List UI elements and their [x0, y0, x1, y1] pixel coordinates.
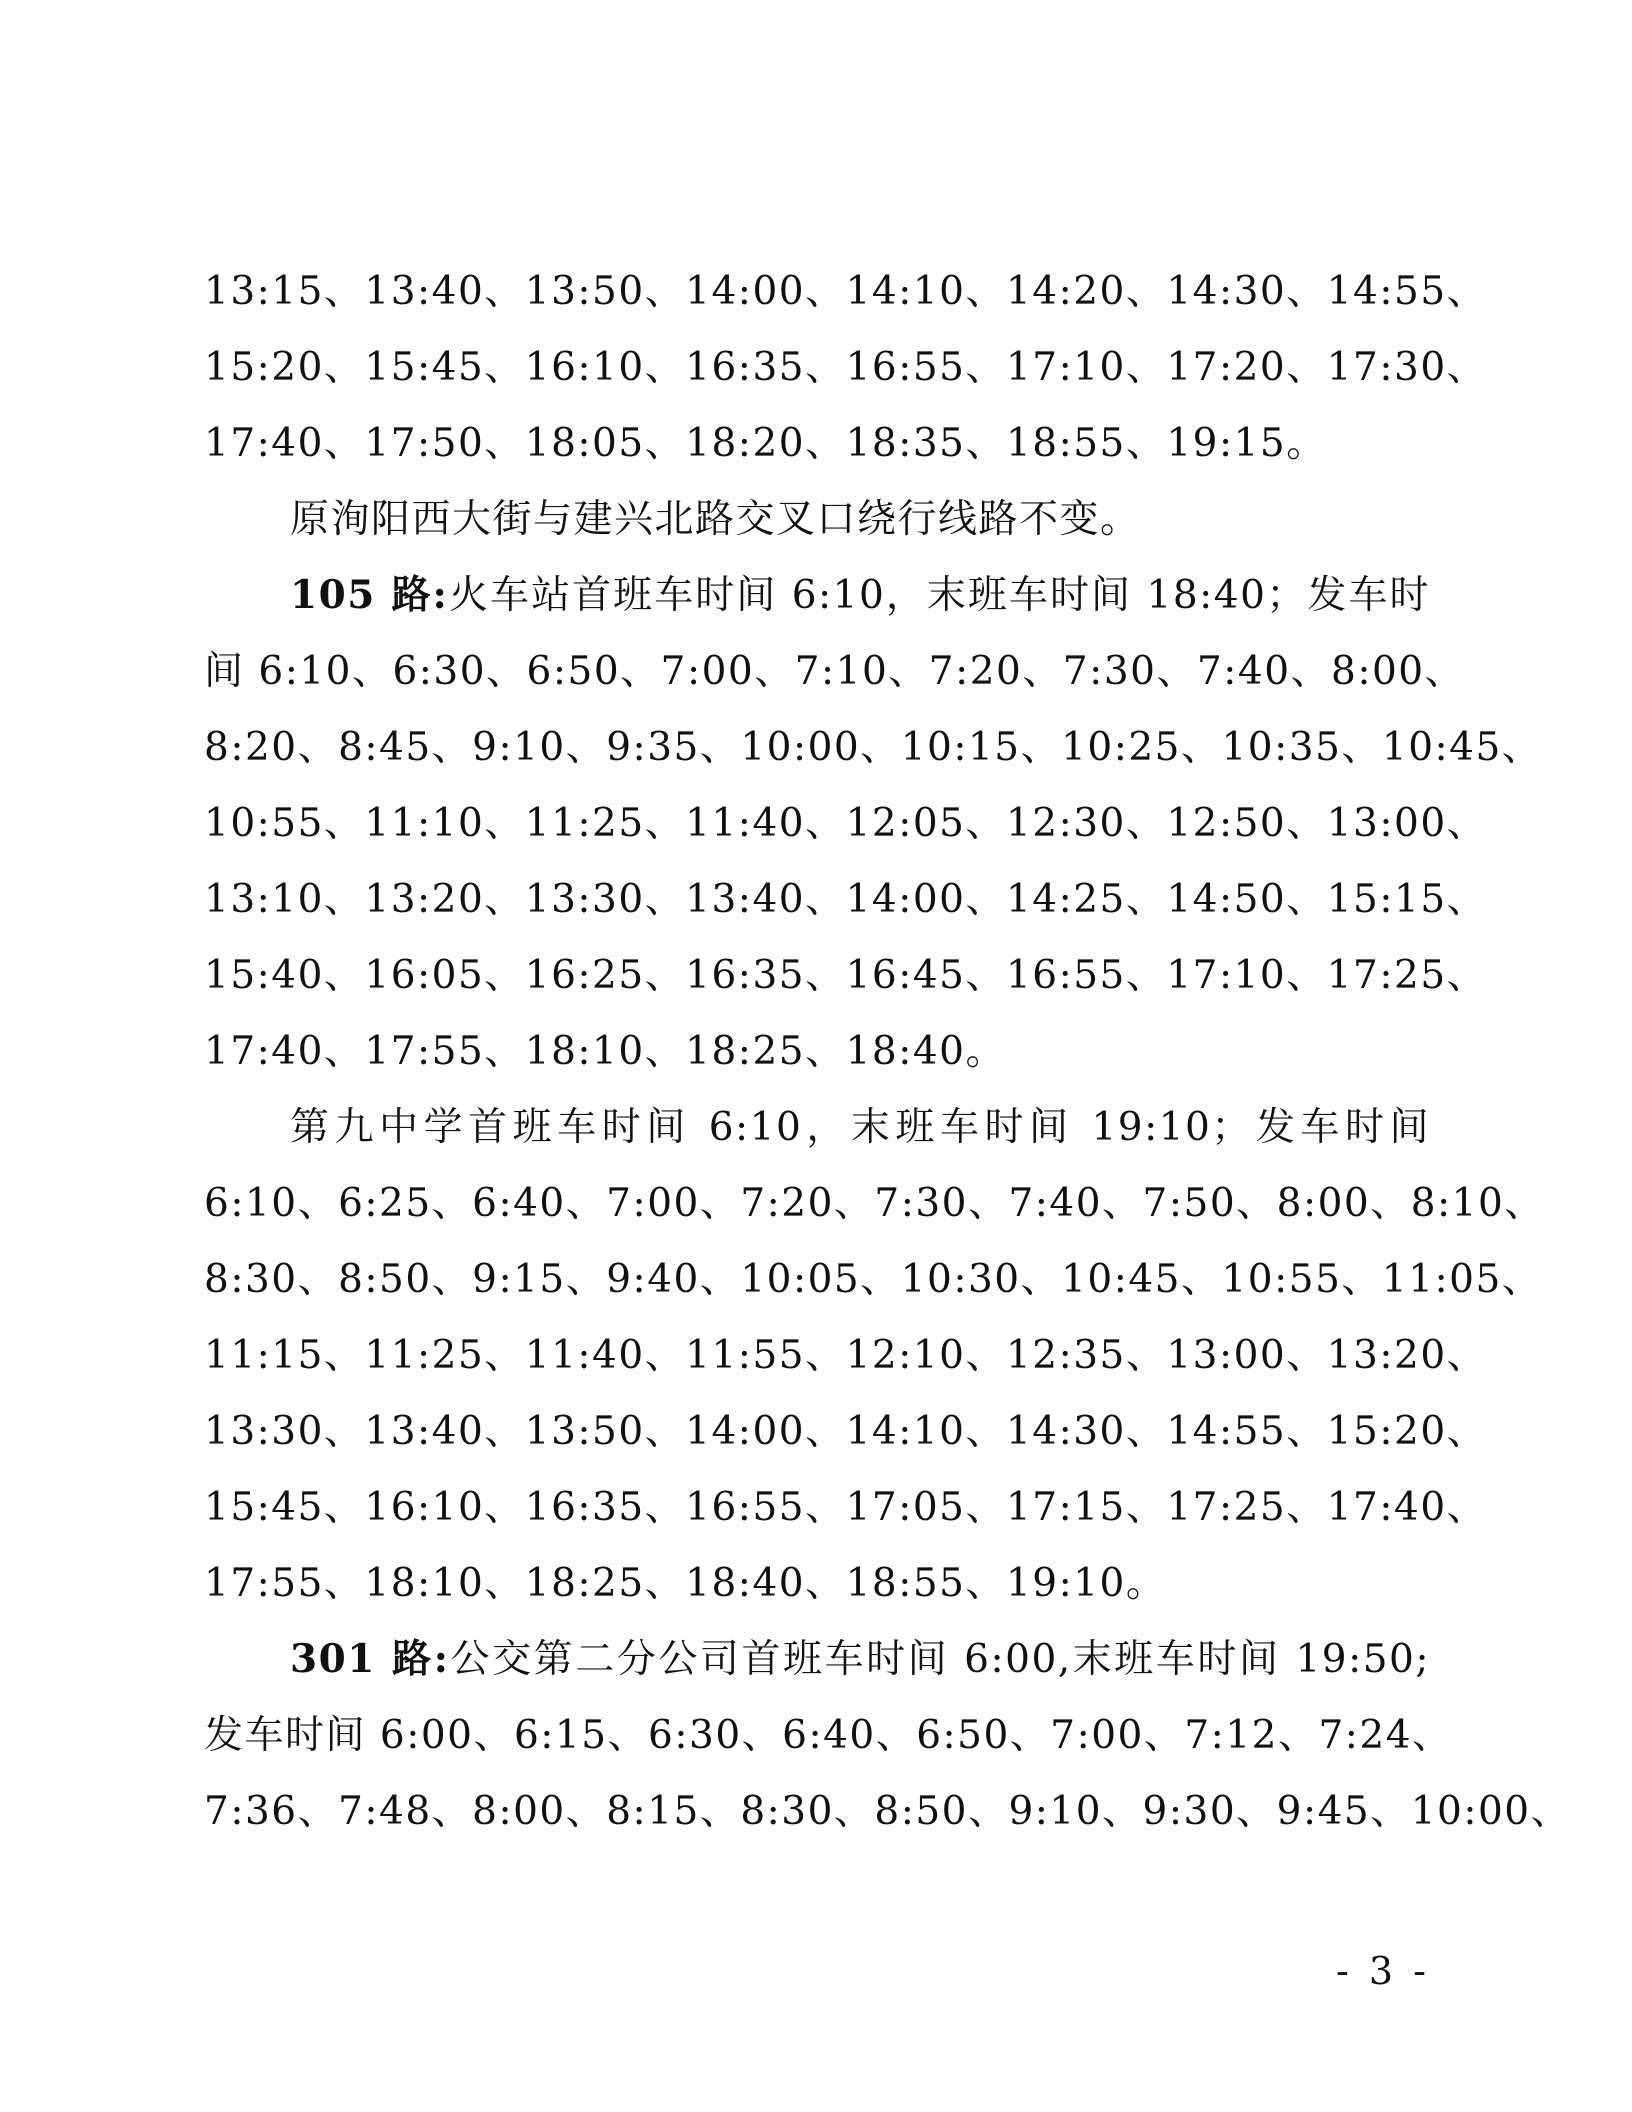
text-line-3: 17:40、17:50、18:05、18:20、18:35、18:55、19:15。: [204, 421, 1327, 466]
route-301-label: 301 路:: [290, 1636, 450, 1682]
route-105-heading-line: [290, 572, 1431, 618]
paragraph-detour-note: 原洵阳西大街与建兴北路交叉口绕行线路不变。: [290, 497, 1141, 542]
text-line-18: 17:55、18:10、18:25、18:40、18:55、19:10。: [204, 1561, 1167, 1606]
route-301-heading-line: [290, 1636, 1430, 1682]
text-line-20: 发车时间 6:00、6:15、6:30、6:40、6:50、7:00、7:12、7:24、: [204, 1713, 1453, 1758]
text-line-2: 15:20、15:45、16:10、16:35、16:55、17:10、17:20、17:30、: [204, 345, 1488, 390]
text-line-8: 10:55、11:10、11:25、11:40、12:05、12:30、12:50、13:00、: [204, 801, 1488, 846]
text-line-17: 15:45、16:10、16:35、16:55、17:05、17:15、17:25、17:40、: [204, 1485, 1488, 1530]
text-line-10: 15:40、16:05、16:25、16:35、16:45、16:55、17:10、17:25、: [204, 953, 1488, 998]
text-line-21: 7:36、7:48、8:00、8:15、8:30、8:50、9:10、9:30、9:45、10:00、: [204, 1789, 1572, 1834]
page-number: - 3 -: [1335, 1949, 1430, 1993]
route-105-text: 火车站首班车时间 6:10，末班车时间 18:40；发车时: [448, 573, 1431, 618]
text-line-6: 间 6:10、6:30、6:50、7:00、7:10、7:20、7:30、7:40、8:00、: [204, 649, 1466, 694]
text-line-14: 8:30、8:50、9:15、9:40、10:05、10:30、10:45、10:55、11:05、: [204, 1257, 1543, 1302]
text-line-9: 13:10、13:20、13:30、13:40、14:00、14:25、14:50、15:15、: [204, 877, 1488, 922]
route-105-label: 105 路:: [290, 572, 449, 618]
route-301-text: 公交第二分公司首班车时间 6:00,末班车时间 19:50;: [449, 1637, 1430, 1682]
text-line-13: 6:10、6:25、6:40、7:00、7:20、7:30、7:40、7:50、8:00、8:10、: [204, 1181, 1545, 1226]
text-line-7: 8:20、8:45、9:10、9:35、10:00、10:15、10:25、10:35、10:45、: [204, 725, 1543, 770]
paragraph-ninth-school: 第九中学首班车时间 6:10，末班车时间 19:10；发车时间: [290, 1105, 1430, 1150]
text-line-16: 13:30、13:40、13:50、14:00、14:10、14:30、14:55、15:20、: [204, 1409, 1488, 1454]
text-line-1: 13:15、13:40、13:50、14:00、14:10、14:20、14:30、14:55、: [204, 269, 1488, 314]
text-line-15: 11:15、11:25、11:40、11:55、12:10、12:35、13:00、13:20、: [204, 1333, 1488, 1378]
text-line-11: 17:40、17:55、18:10、18:25、18:40。: [204, 1029, 1006, 1074]
